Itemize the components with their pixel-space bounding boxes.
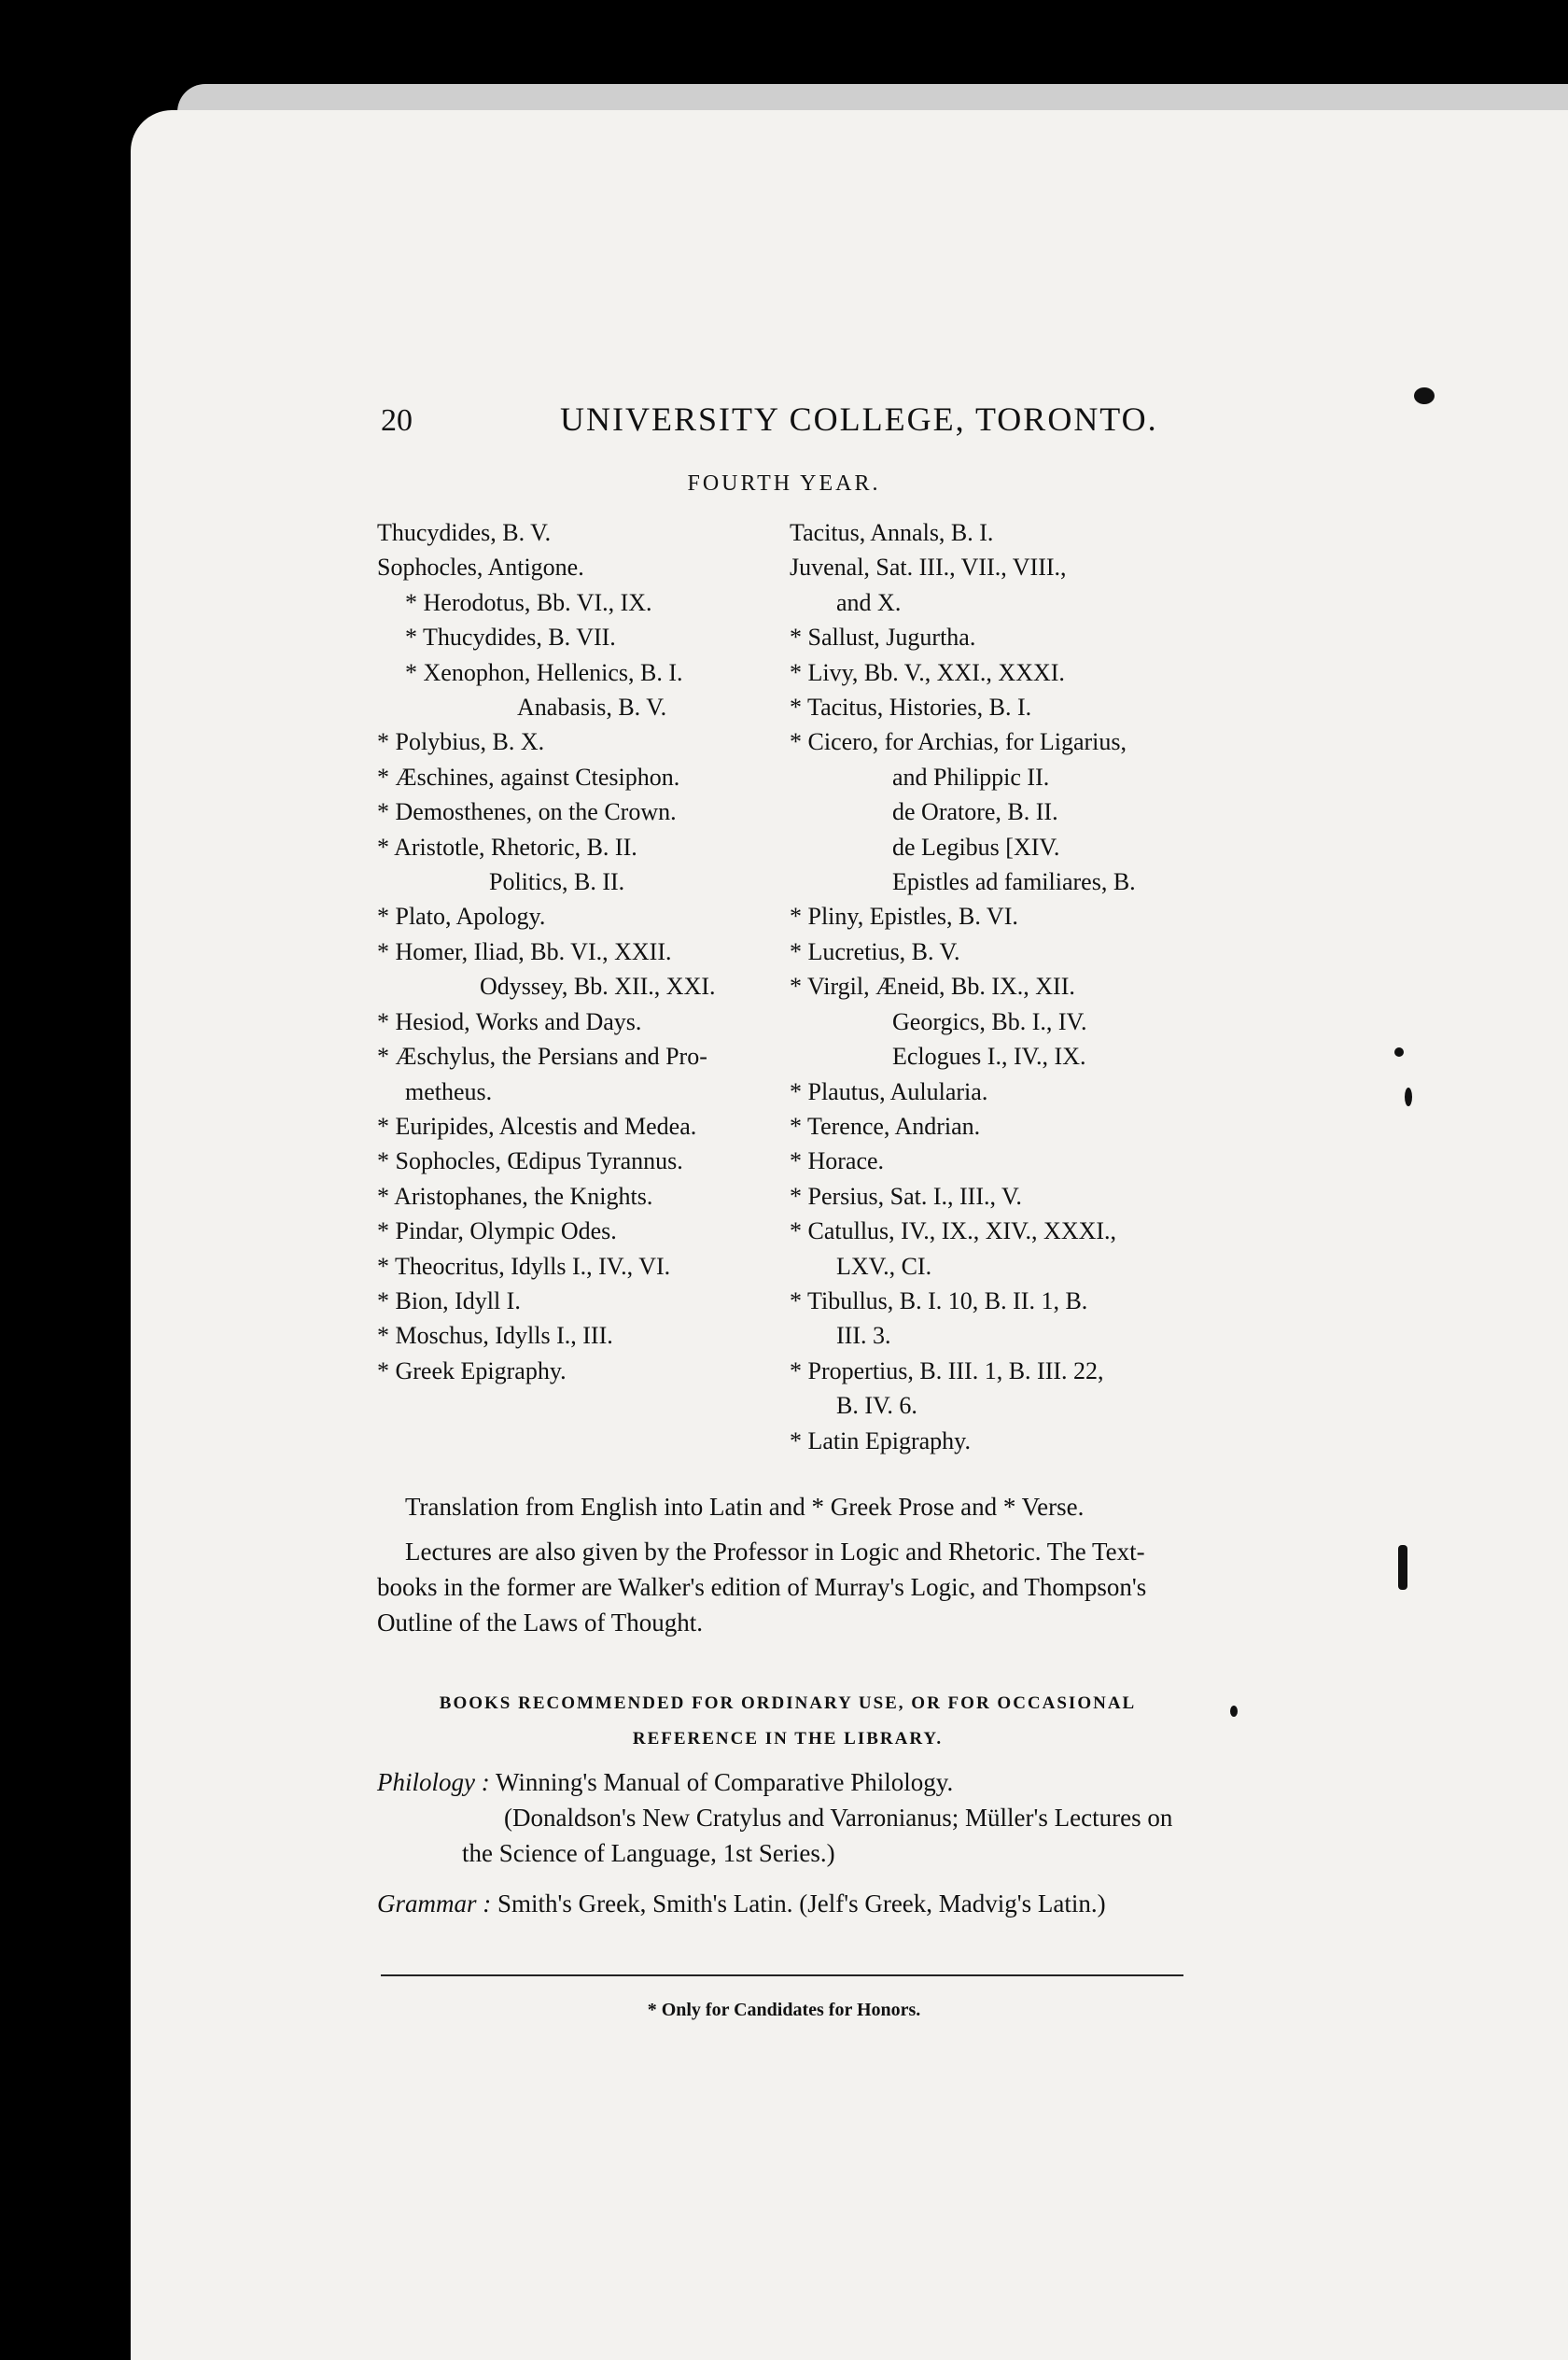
- grammar-label: Grammar :: [377, 1889, 492, 1918]
- greek-entry: * Bion, Idyll I.: [377, 1286, 521, 1314]
- greek-entry: * Euripides, Alcestis and Medea.: [377, 1112, 697, 1140]
- ink-speck: [1394, 1047, 1404, 1057]
- philology-text: Winning's Manual of Comparative Philology.: [496, 1768, 954, 1796]
- latin-entry: * Livy, Bb. V., XXI., XXXI.: [790, 658, 1065, 686]
- latin-entry: * Cicero, for Archias, for Ligarius,: [790, 728, 1127, 756]
- latin-entry: and Philippic II.: [892, 763, 1050, 791]
- section-title: FOURTH YEAR.: [687, 471, 881, 496]
- greek-entry: * Demosthenes, on the Crown.: [377, 798, 677, 826]
- books-recommended-heading: BOOKS RECOMMENDED FOR ORDINARY USE, OR FOR OCCASIONAL REFERENCE IN THE LIBRARY.: [439, 1693, 1137, 1749]
- greek-entry: * Aristophanes, the Knights.: [377, 1182, 653, 1210]
- running-head: UNIVERSITY COLLEGE, TORONTO.: [560, 400, 1158, 438]
- greek-entry: * Greek Epigraphy.: [377, 1356, 567, 1384]
- latin-entry: * Sallust, Jugurtha.: [790, 624, 976, 652]
- latin-entry: Tacitus, Annals, B. I.: [790, 519, 994, 546]
- footnote-rule: [381, 1974, 1183, 1976]
- latin-entry: and X.: [836, 588, 902, 616]
- latin-entry: de Legibus [XIV.: [892, 833, 1060, 861]
- ink-speck: [1230, 1706, 1238, 1717]
- philology-label: Philology :: [377, 1768, 490, 1796]
- greek-entry: * Sophocles, Œdipus Tyrannus.: [377, 1147, 683, 1175]
- latin-entry: * Horace.: [790, 1147, 885, 1175]
- greek-entry: metheus.: [405, 1077, 493, 1105]
- latin-entry: * Latin Epigraphy.: [790, 1426, 971, 1454]
- greek-entry: * Thucydides, B. VII.: [405, 624, 616, 652]
- latin-entry: de Oratore, B. II.: [892, 798, 1058, 826]
- grammar-entry: [377, 1886, 1198, 1921]
- latin-entry: Georgics, Bb. I., IV.: [892, 1007, 1087, 1035]
- latin-entry: * Propertius, B. III. 1, B. III. 22,: [790, 1356, 1104, 1384]
- greek-entry: Odyssey, Bb. XII., XXI.: [480, 973, 716, 1001]
- latin-entry: * Lucretius, B. V.: [790, 937, 960, 965]
- page-number: 20: [381, 403, 413, 438]
- ink-mark: [1398, 1545, 1407, 1590]
- greek-entry: * Pindar, Olympic Odes.: [377, 1217, 617, 1245]
- greek-entry: * Æschines, against Ctesiphon.: [377, 763, 680, 791]
- latin-entry: III. 3.: [836, 1322, 891, 1350]
- latin-entry: Juvenal, Sat. III., VII., VIII.,: [790, 554, 1067, 582]
- greek-entry: Thucydides, B. V.: [377, 519, 552, 546]
- latin-entry: B. IV. 6.: [836, 1392, 917, 1420]
- greek-entry: * Xenophon, Hellenics, B. I.: [405, 658, 683, 686]
- latin-entry: * Virgil, Æneid, Bb. IX., XII.: [790, 973, 1075, 1001]
- latin-entry: LXV., CI.: [836, 1252, 932, 1280]
- latin-entry: * Catullus, IV., IX., XIV., XXXI.,: [790, 1217, 1117, 1245]
- greek-entry: * Homer, Iliad, Bb. VI., XXII.: [377, 937, 672, 965]
- greek-entry: * Hesiod, Works and Days.: [377, 1007, 642, 1035]
- greek-entry: * Herodotus, Bb. VI., IX.: [405, 588, 652, 616]
- greek-entry: * Æschylus, the Persians and Pro-: [377, 1043, 707, 1071]
- latin-entry: Eclogues I., IV., IX.: [892, 1043, 1086, 1071]
- ink-speck: [1405, 1088, 1412, 1106]
- latin-entry: * Terence, Andrian.: [790, 1112, 981, 1140]
- latin-authors-column: [790, 515, 1210, 1458]
- latin-entry: * Tibullus, B. I. 10, B. II. 1, B.: [790, 1286, 1088, 1314]
- greek-entry: Anabasis, B. V.: [517, 694, 667, 722]
- ink-blot: [1414, 387, 1435, 404]
- latin-entry: * Tacitus, Histories, B. I.: [790, 694, 1032, 722]
- lectures-paragraph: Lectures are also given by the Professor in Logic and Rhetoric. The Text-books in the former are Walker's edition of Murray's Logic, and Thompson's Outline of the Laws of Thought.: [377, 1538, 1147, 1637]
- footnote: * Only for Candidates for Honors.: [647, 2000, 921, 2020]
- greek-entry: * Theocritus, Idylls I., IV., VI.: [377, 1252, 671, 1280]
- greek-entry: * Plato, Apology.: [377, 903, 546, 931]
- philology-entry: [377, 1764, 1198, 1800]
- latin-entry: * Pliny, Epistles, B. VI.: [790, 903, 1018, 931]
- latin-entry: * Persius, Sat. I., III., V.: [790, 1182, 1022, 1210]
- philology-further-reading: (Donaldson's New Cratylus and Varronianus; Müller's Lectures on the Science of Language, 1st Series.): [462, 1804, 1173, 1867]
- greek-entry: Politics, B. II.: [489, 868, 625, 896]
- latin-entry: Epistles ad familiares, B.: [892, 868, 1136, 896]
- greek-authors-column: [377, 515, 788, 1388]
- translation-note: Translation from English into Latin and * Greek Prose and * Verse.: [405, 1493, 1085, 1521]
- grammar-text: Smith's Greek, Smith's Latin. (Jelf's Greek, Madvig's Latin.): [497, 1889, 1106, 1918]
- greek-entry: Sophocles, Antigone.: [377, 554, 584, 582]
- greek-entry: * Aristotle, Rhetoric, B. II.: [377, 833, 637, 861]
- greek-entry: * Moschus, Idylls I., III.: [377, 1322, 613, 1350]
- greek-entry: * Polybius, B. X.: [377, 728, 545, 756]
- latin-entry: * Plautus, Aulularia.: [790, 1077, 988, 1105]
